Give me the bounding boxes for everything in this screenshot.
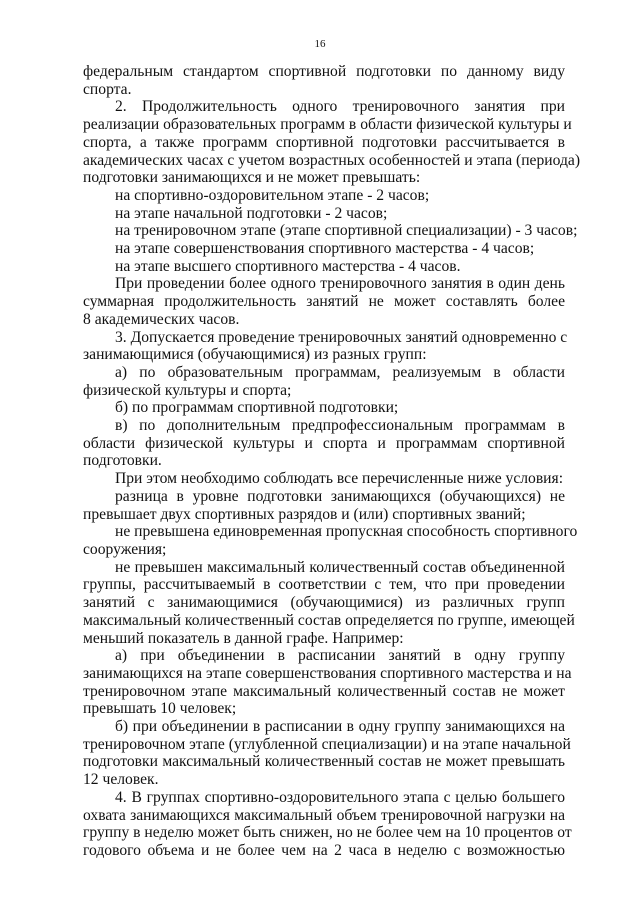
- text-line: превышать 10 человек;: [83, 700, 237, 718]
- text-line: занимающихся на этапе совершенствования спортивного мастерства и на: [83, 664, 572, 682]
- text-line: тренировочном этапе (углубленной специализации) и на этапе начальной: [83, 735, 571, 753]
- text-line: физической культуры и спорта;: [83, 381, 292, 399]
- text-line: на тренировочном этапе (этапе спортивной специализации) - 3 часов;: [115, 222, 578, 240]
- text-line: группу в неделю может быть снижен, но не более чем на 10 процентов от: [83, 824, 572, 842]
- text-line: области физической культуры и спорта и программам спортивной: [83, 434, 565, 452]
- text-line: меньший показатель в данной графе. Например:: [83, 629, 404, 647]
- text-line: академических часах с учетом возрастных особенностей и этапа (периода): [83, 151, 581, 169]
- text-line: на этапе начальной подготовки - 2 часов;: [115, 204, 388, 222]
- text-line: максимальный количественный состав определяется по группе, имеющей: [83, 611, 575, 629]
- text-line: 8 академических часов.: [83, 310, 240, 328]
- text-line: на этапе высшего спортивного мастерства - 4 часов.: [115, 257, 461, 275]
- text-line: При проведении более одного тренировочного занятия в один день: [115, 275, 565, 293]
- text-line: не превышен максимальный количественный состав объединенной: [115, 558, 565, 576]
- text-line: При этом необходимо соблюдать все перечисленные ниже условия:: [115, 470, 564, 488]
- text-line: в) по дополнительным предпрофессиональным программам в: [115, 417, 565, 435]
- text-line: 4. В группах спортивно-оздоровительного этапа с целью большего: [115, 788, 565, 806]
- text-line: охвата занимающихся максимальный объем тренировочной нагрузки на: [83, 806, 565, 824]
- text-line: годового объема и не более чем на 2 часа в неделю с возможностью: [83, 841, 565, 859]
- text-line: занимающимися (обучающимися) из разных групп:: [83, 346, 427, 364]
- text-line: спорта.: [83, 80, 132, 98]
- text-line: подготовки максимальный количественный состав не может превышать: [83, 753, 565, 771]
- text-line: б) по программам спортивной подготовки;: [115, 399, 399, 417]
- document-body: [83, 63, 581, 860]
- text-line: на этапе совершенствования спортивного мастерства - 4 часов;: [115, 240, 535, 258]
- text-line: сооружения;: [83, 540, 167, 558]
- text-line: а) по образовательным программам, реализуемым в области: [115, 363, 565, 381]
- text-line: 12 человек.: [83, 771, 159, 789]
- text-line: реализации образовательных программ в области физической культуры и: [83, 116, 572, 134]
- text-line: занятий с занимающимися (обучающимися) из различных групп: [83, 594, 565, 612]
- text-line: подготовки занимающихся и не может превышать:: [83, 169, 421, 187]
- text-line: тренировочном этапе максимальный количественный состав не может: [83, 682, 565, 700]
- text-line: группы, рассчитываемый в соответствии с тем, что при проведении: [83, 576, 565, 594]
- text-line: а) при объединении в расписании занятий в одну группу: [115, 647, 565, 665]
- text-line: 3. Допускается проведение тренировочных занятий одновременно с: [115, 328, 568, 346]
- text-line: 2. Продолжительность одного тренировочного занятия при: [115, 98, 565, 116]
- text-line: подготовки.: [83, 452, 162, 470]
- page-number: 16: [314, 38, 326, 50]
- text-line: суммарная продолжительность занятий не может составлять более: [83, 293, 565, 311]
- text-line: федеральным стандартом спортивной подготовки по данному виду: [83, 63, 565, 80]
- text-line: б) при объединении в расписании в одну группу занимающихся на: [115, 718, 565, 736]
- text-line: разница в уровне подготовки занимающихся (обучающихся) не: [115, 487, 565, 505]
- text-line: превышает двух спортивных разрядов и (или) спортивных званий;: [83, 505, 526, 523]
- text-line: на спортивно-оздоровительном этапе - 2 часов;: [115, 186, 430, 204]
- text-line: спорта, а также программ спортивной подготовки рассчитывается в: [83, 133, 565, 151]
- text-line: не превышена единовременная пропускная способность спортивного: [115, 523, 578, 541]
